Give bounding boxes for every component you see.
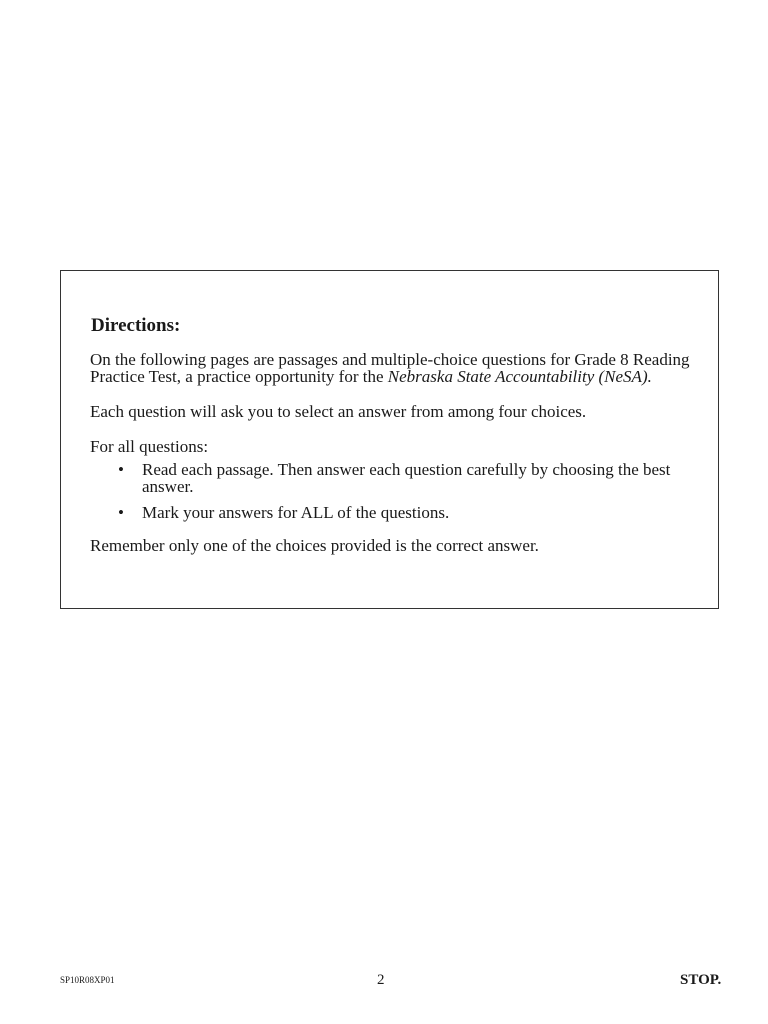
bullet-icon: •	[118, 503, 124, 522]
list-item	[114, 461, 690, 495]
reminder-paragraph: Remember only one of the choices provided is the correct answer.	[90, 536, 539, 555]
intro-paragraph	[90, 351, 690, 385]
intro-italic: Nebraska State Accountability (NeSA).	[387, 367, 652, 386]
page-number: 2	[377, 972, 385, 988]
list-item-text: Read each passage. Then answer each question carefully by choosing the best answer.	[142, 460, 671, 496]
directions-heading: Directions:	[91, 315, 181, 336]
directions-body	[90, 351, 690, 572]
list-item-text: Mark your answers for ALL of the questions.	[142, 503, 450, 522]
instruction-list	[90, 461, 690, 521]
directions-box	[60, 270, 719, 609]
stop-label: STOP.	[680, 972, 722, 988]
bullet-icon: •	[118, 460, 124, 479]
list-item	[114, 504, 690, 521]
choice-paragraph: Each question will ask you to select an answer from among four choices.	[90, 402, 587, 421]
for-all-label: For all questions:	[90, 437, 209, 456]
footer-code: SP10R08XP01	[60, 975, 115, 985]
intro-text: On the following pages are passages and multiple-choice questions for Grade 8 Reading Practice Test, a practice opportunity for the	[90, 350, 690, 386]
